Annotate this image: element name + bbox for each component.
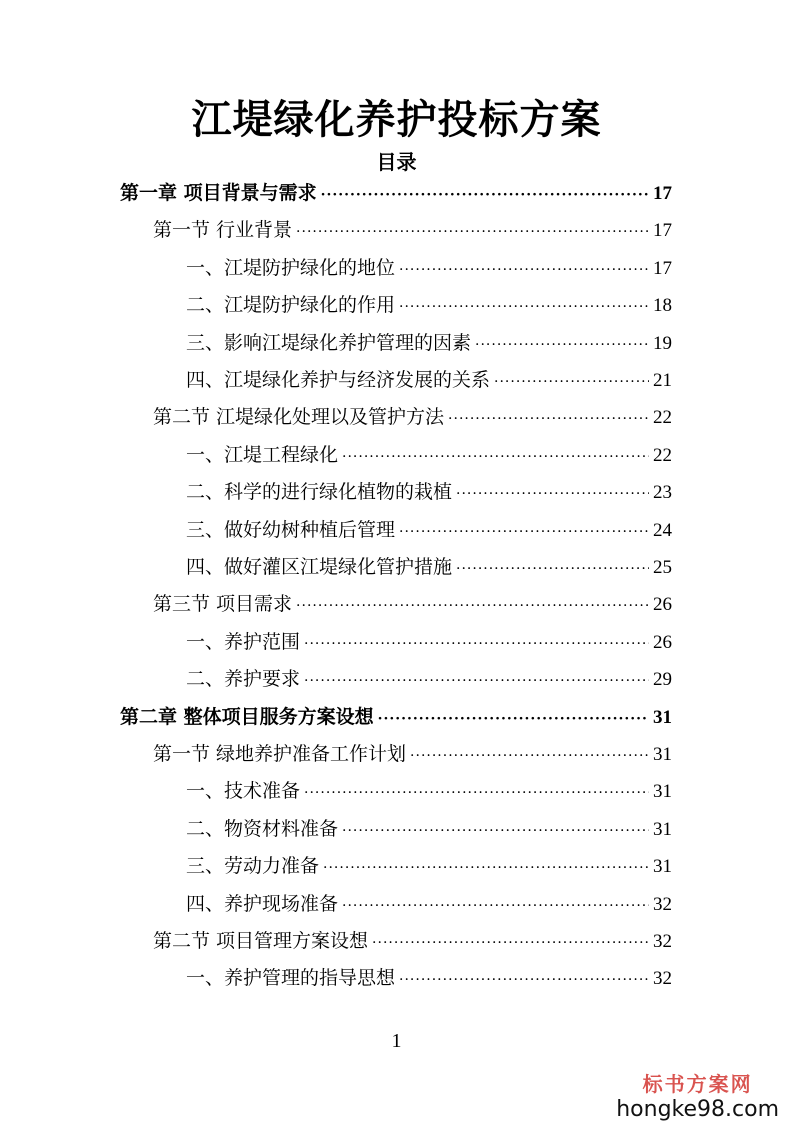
toc-entry-title: 二、养护要求 [186, 668, 301, 691]
toc-entry-title: 第二节 江堤绿化处理以及管护方法 [153, 406, 445, 429]
toc-entry-page: 22 [653, 444, 672, 466]
toc-entry-page: 21 [653, 370, 672, 391]
toc-entry-page: 32 [653, 968, 672, 990]
toc-entry[interactable] [120, 699, 672, 736]
watermark-url: hongke98.com [616, 1097, 779, 1122]
toc-entry-title: 三、做好幼树种植后管理 [186, 518, 396, 541]
toc-dot-leader [494, 364, 649, 401]
toc-entry-title: 一、养护范围 [186, 630, 301, 653]
watermark-logo [616, 1068, 779, 1122]
toc-entry-title: 一、技术准备 [186, 780, 301, 803]
watermark-site-name: 标书方案网 [642, 1072, 753, 1096]
toc-entry-title: 一、江堤工程绿化 [186, 443, 339, 466]
toc-entry-page: 18 [653, 295, 672, 317]
toc-entry-page: 17 [653, 257, 672, 279]
toc-entry-page: 32 [653, 893, 672, 915]
toc-entry-page: 23 [653, 482, 672, 504]
toc-heading: 目录 [376, 150, 417, 174]
toc-dot-leader [304, 626, 649, 663]
toc-dot-leader [342, 813, 649, 850]
toc-entry-title: 第一节 行业背景 [153, 219, 293, 242]
toc-entry-title: 第一节 绿地养护准备工作计划 [153, 743, 407, 765]
toc-entry[interactable] [186, 549, 672, 586]
toc-entry-title: 四、做好灌区江堤绿化管护措施 [186, 556, 453, 578]
document-title: 江堤绿化养护投标方案 [191, 96, 602, 143]
toc-entry-title: 四、江堤绿化养护与经济发展的关系 [186, 369, 491, 391]
toc-entry-title: 二、物资材料准备 [186, 817, 339, 840]
page-number: 1 [391, 1030, 402, 1052]
toc-dot-leader [378, 701, 649, 738]
toc-entry-page: 32 [653, 931, 672, 952]
toc-dot-leader [342, 888, 649, 925]
toc-entry[interactable] [186, 325, 672, 362]
toc-dot-leader [304, 775, 649, 812]
toc-dot-leader [410, 738, 649, 775]
toc-entry-title: 第一章 项目背景与需求 [120, 182, 317, 204]
toc-entry[interactable] [186, 773, 672, 810]
toc-entry[interactable] [186, 811, 672, 848]
toc-entry-title: 二、江堤防护绿化的作用 [186, 294, 396, 317]
toc-entry[interactable] [153, 399, 672, 436]
toc-entry-title: 三、劳动力准备 [186, 855, 320, 878]
toc-entry-page: 31 [653, 744, 672, 765]
toc-dot-leader [342, 439, 649, 476]
toc-entry-page: 31 [653, 781, 672, 803]
toc-entry-page: 24 [653, 519, 672, 541]
toc-dot-leader [399, 962, 649, 999]
toc-entry[interactable] [186, 848, 672, 885]
toc-dot-leader [399, 289, 649, 326]
toc-entry-page: 25 [653, 557, 672, 578]
toc-entry-page: 26 [653, 631, 672, 653]
toc-entry-title: 一、养护管理的指导思想 [186, 967, 396, 990]
toc-entry-page: 31 [653, 706, 672, 728]
toc-dot-leader [296, 214, 649, 251]
toc-dot-leader [321, 177, 649, 214]
toc-dot-leader [456, 476, 649, 513]
toc-entry-page: 31 [653, 856, 672, 878]
toc-entry[interactable] [153, 923, 672, 960]
toc-dot-leader [296, 588, 649, 625]
toc-entry[interactable] [186, 512, 672, 549]
toc-entry-title: 第二章 整体项目服务方案设想 [120, 705, 374, 728]
toc-entry-title: 第三节 项目需求 [153, 593, 293, 616]
toc-dot-leader [372, 925, 649, 962]
toc-entry-title: 四、养护现场准备 [186, 892, 339, 915]
toc-entry[interactable] [153, 586, 672, 623]
toc-entry[interactable] [186, 474, 672, 511]
toc-entry[interactable] [120, 175, 672, 212]
toc-dot-leader [475, 327, 649, 364]
toc-entry-title: 第二节 项目管理方案设想 [153, 930, 369, 952]
toc-entry[interactable] [186, 437, 672, 474]
toc-dot-leader [399, 514, 649, 551]
toc-entry-page: 22 [653, 407, 672, 429]
toc-entry[interactable] [153, 736, 672, 773]
toc-entry-page: 17 [653, 220, 672, 242]
toc-dot-leader [304, 663, 649, 700]
toc-entry[interactable] [186, 250, 672, 287]
toc-entry[interactable] [186, 886, 672, 923]
toc-dot-leader [456, 551, 649, 588]
toc-dot-leader [323, 850, 649, 887]
toc-entry-title: 二、科学的进行绿化植物的栽植 [186, 481, 453, 504]
toc-entry-page: 19 [653, 332, 672, 354]
toc-entry[interactable] [153, 212, 672, 249]
toc-dot-leader [448, 401, 649, 438]
toc-entry[interactable] [186, 624, 672, 661]
toc-entry[interactable] [186, 362, 672, 399]
toc-entry-page: 29 [653, 669, 672, 691]
toc-entry[interactable] [186, 661, 672, 698]
toc-entry-page: 17 [653, 183, 672, 204]
toc-entry-page: 26 [653, 594, 672, 616]
toc-dot-leader [399, 252, 649, 289]
toc-entry-page: 31 [653, 818, 672, 840]
toc-entry[interactable] [186, 287, 672, 324]
toc-entry-title: 三、影响江堤绿化养护管理的因素 [186, 331, 472, 354]
toc-entry[interactable] [186, 960, 672, 997]
toc-entry-title: 一、江堤防护绿化的地位 [186, 256, 396, 279]
